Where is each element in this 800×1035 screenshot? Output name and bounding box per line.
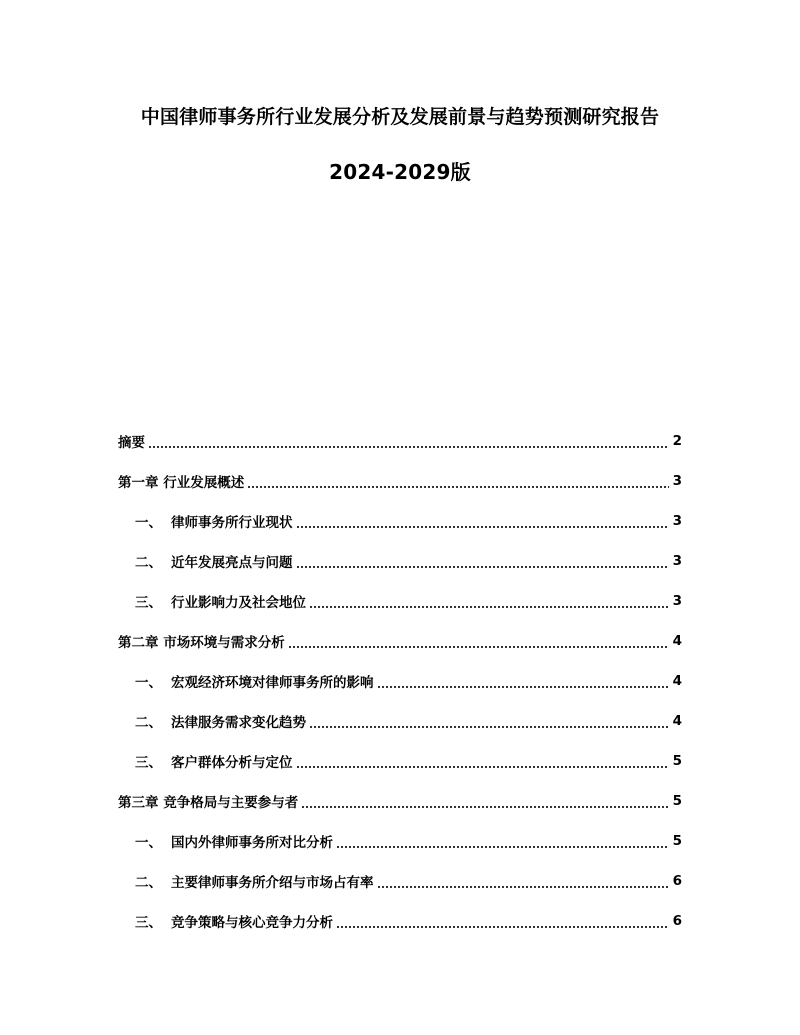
toc-subsection-entry[interactable] xyxy=(118,821,682,861)
toc-entry-label: 主要律师事务所介绍与市场占有率 xyxy=(171,875,374,891)
toc-page-number: 5 xyxy=(672,753,682,769)
toc-subsection-entry[interactable] xyxy=(118,741,682,781)
toc-entry-label: 客户群体分析与定位 xyxy=(171,755,293,771)
toc-subsection-entry[interactable] xyxy=(118,581,682,621)
table-of-contents xyxy=(118,421,682,941)
toc-dot-leader xyxy=(288,635,669,649)
toc-chapter-entry[interactable] xyxy=(118,421,682,461)
toc-page-number: 3 xyxy=(672,553,682,569)
toc-page-number: 6 xyxy=(672,873,682,889)
toc-page-number: 2 xyxy=(672,433,682,449)
toc-page-number: 5 xyxy=(672,793,682,809)
toc-subsection-entry[interactable] xyxy=(118,861,682,901)
toc-page-number: 5 xyxy=(672,833,682,849)
toc-entry-number: 二、 xyxy=(135,715,162,731)
toc-dot-leader xyxy=(148,435,669,449)
toc-page-number: 4 xyxy=(672,633,682,649)
toc-subsection-entry[interactable] xyxy=(118,661,682,701)
toc-dot-leader xyxy=(296,755,670,769)
document-subtitle: 2024-2029版 xyxy=(329,160,471,184)
toc-dot-leader xyxy=(309,715,669,729)
toc-entry-number: 三、 xyxy=(135,915,162,931)
toc-entry-label: 摘要 xyxy=(118,435,145,451)
toc-entry-number: 一、 xyxy=(135,515,162,531)
toc-dot-leader xyxy=(301,795,669,809)
toc-subsection-entry[interactable] xyxy=(118,501,682,541)
toc-entry-number: 一、 xyxy=(135,835,162,851)
toc-subsection-entry[interactable] xyxy=(118,701,682,741)
toc-subsection-entry[interactable] xyxy=(118,901,682,941)
toc-dot-leader xyxy=(296,515,670,529)
toc-entry-label: 国内外律师事务所对比分析 xyxy=(171,835,333,851)
toc-page-number: 6 xyxy=(672,913,682,929)
toc-subsection-entry[interactable] xyxy=(118,541,682,581)
toc-entry-label: 竞争策略与核心竞争力分析 xyxy=(171,915,333,931)
toc-dot-leader xyxy=(247,475,669,489)
toc-chapter-entry[interactable] xyxy=(118,621,682,661)
toc-entry-number: 三、 xyxy=(135,755,162,771)
toc-page-number: 4 xyxy=(672,673,682,689)
toc-dot-leader xyxy=(377,675,670,689)
toc-entry-number: 三、 xyxy=(135,595,162,611)
toc-page-number: 3 xyxy=(672,473,682,489)
toc-entry-number: 二、 xyxy=(135,555,162,571)
toc-entry-label: 近年发展亮点与问题 xyxy=(171,555,293,571)
toc-entry-label: 第三章 竞争格局与主要参与者 xyxy=(118,795,299,811)
toc-entry-label: 宏观经济环境对律师事务所的影响 xyxy=(171,675,374,691)
toc-chapter-entry[interactable] xyxy=(118,781,682,821)
toc-dot-leader xyxy=(309,595,669,609)
toc-page-number: 3 xyxy=(672,593,682,609)
toc-page-number: 3 xyxy=(672,513,682,529)
toc-entry-number: 一、 xyxy=(135,675,162,691)
document-title: 中国律师事务所行业发展分析及发展前景与趋势预测研究报告 xyxy=(140,106,660,128)
toc-entry-label: 律师事务所行业现状 xyxy=(171,515,293,531)
toc-dot-leader xyxy=(377,875,670,889)
toc-entry-label: 第一章 行业发展概述 xyxy=(118,475,245,491)
toc-page-number: 4 xyxy=(672,713,682,729)
toc-dot-leader xyxy=(336,835,669,849)
toc-entry-label: 法律服务需求变化趋势 xyxy=(171,715,306,731)
toc-entry-number: 二、 xyxy=(135,875,162,891)
toc-dot-leader xyxy=(296,555,670,569)
toc-entry-label: 行业影响力及社会地位 xyxy=(171,595,306,611)
toc-chapter-entry[interactable] xyxy=(118,461,682,501)
toc-entry-label: 第二章 市场环境与需求分析 xyxy=(118,635,285,651)
toc-dot-leader xyxy=(336,915,669,929)
